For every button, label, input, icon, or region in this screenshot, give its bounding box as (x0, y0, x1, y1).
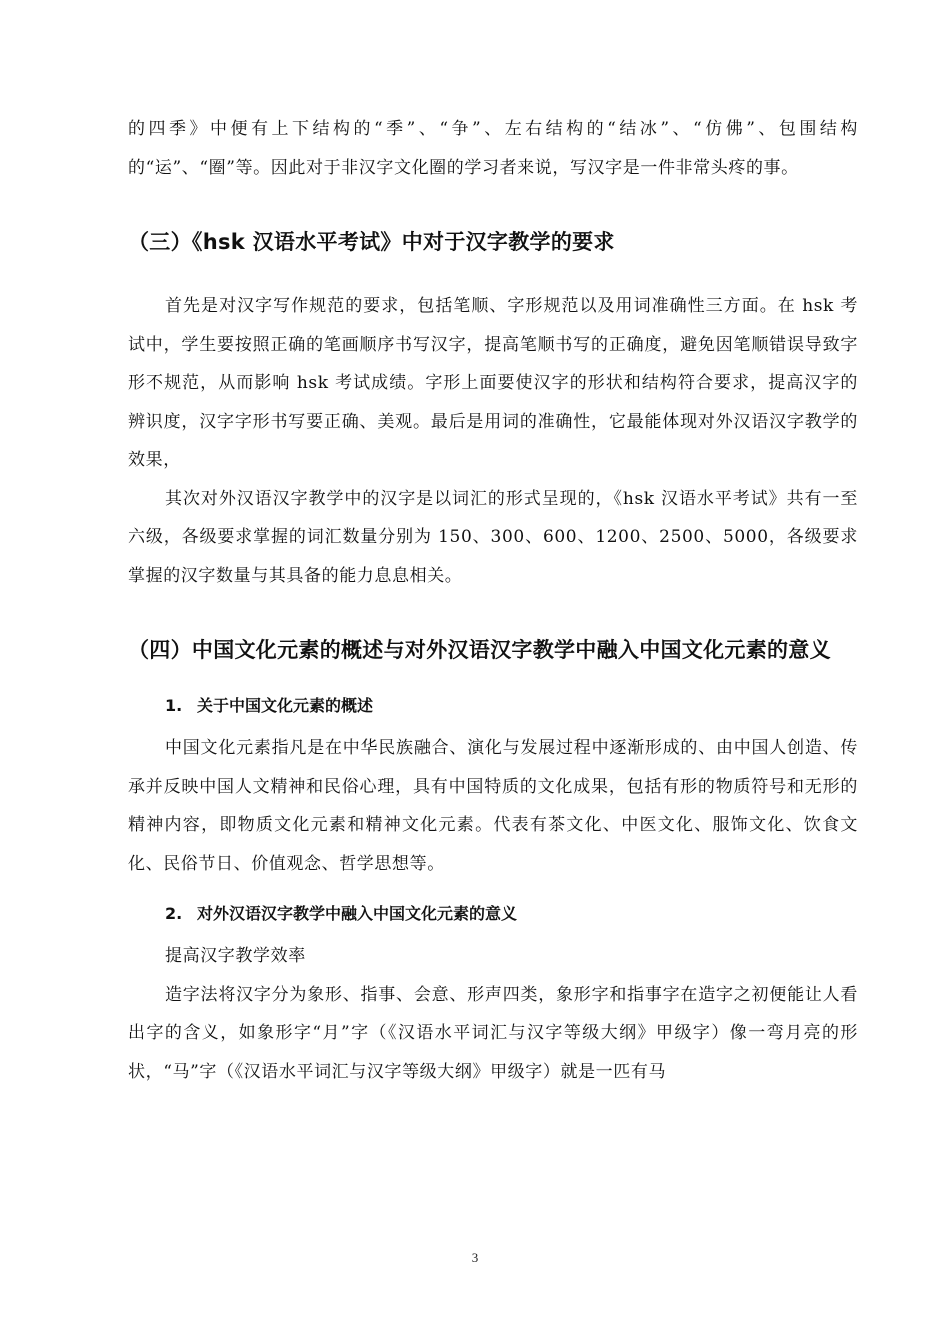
subheading-1 (128, 691, 858, 721)
subheading-1-text: 关于中国文化元素的概述 (197, 696, 374, 715)
subheading-2-number: 2. (165, 904, 183, 923)
subheading-2-text: 对外汉语汉字教学中融入中国文化元素的意义 (197, 904, 518, 923)
paragraph-continuation: 的四季》中便有上下结构的“季”、“争”、左右结构的“结冰”、“仿佛”、包围结构的“运”、“圈”等。因此对于非汉字文化圈的学习者来说，写汉字是一件非常头疼的事。 (128, 119, 858, 178)
page-number: 3 (471, 1250, 479, 1265)
section-heading-3: （三）《hsk 汉语水平考试》中对于汉字教学的要求 (128, 230, 615, 254)
paragraph-culture-definition: 中国文化元素指凡是在中华民族融合、演化与发展过程中逐渐形成的、由中国人创造、传承并反映中国人文精神和民俗心理，具有中国特质的文化成果，包括有形的物质符号和无形的精神内容，即物质文化元素和精神文化元素。代表有茶文化、中医文化、服饰文化、饮食文化、民俗节日、价值观念、哲学思想等。 (128, 738, 858, 874)
paragraph-character-formation: 造字法将汉字分为象形、指事、会意、形声四类，象形字和指事字在造字之初便能让人看出字的含义，如象形字“月”字（《汉语水平词汇与汉字等级大纲》甲级字）像一弯月亮的形状，“马”字（《汉语水平词汇与汉字等级大纲》甲级字）就是一匹有马 (128, 984, 858, 1082)
paragraph-efficiency: 提高汉字教学效率 (165, 946, 306, 966)
paragraph-writing-requirements: 首先是对汉字写作规范的要求，包括笔顺、字形规范以及用词准确性三方面。在 hsk 考试中，学生要按照正确的笔画顺序书写汉字，提高笔顺书写的正确度，避免因笔顺错误导致字形不规范，从而影响 hsk 考试成绩。字形上面要使汉字的形状和结构符合要求，提高汉字的辨识度，汉字字形书写要正确、美观。最后是用词的准确性，它最能体现对外汉语汉字教学的效果， (128, 296, 858, 470)
document-page (128, 110, 858, 1091)
paragraph-vocabulary-levels: 其次对外汉语汉字教学中的汉字是以词汇的形式呈现的，《hsk 汉语水平考试》共有一至六级，各级要求掌握的词汇数量分别为 150、300、600、1200、2500、5000，各级要求掌握的汉字数量与其具备的能力息息相关。 (128, 488, 858, 586)
subheading-2 (128, 899, 858, 929)
subheading-1-number: 1. (165, 696, 183, 715)
section-heading-4: （四）中国文化元素的概述与对外汉语汉字教学中融入中国文化元素的意义 (128, 638, 831, 662)
